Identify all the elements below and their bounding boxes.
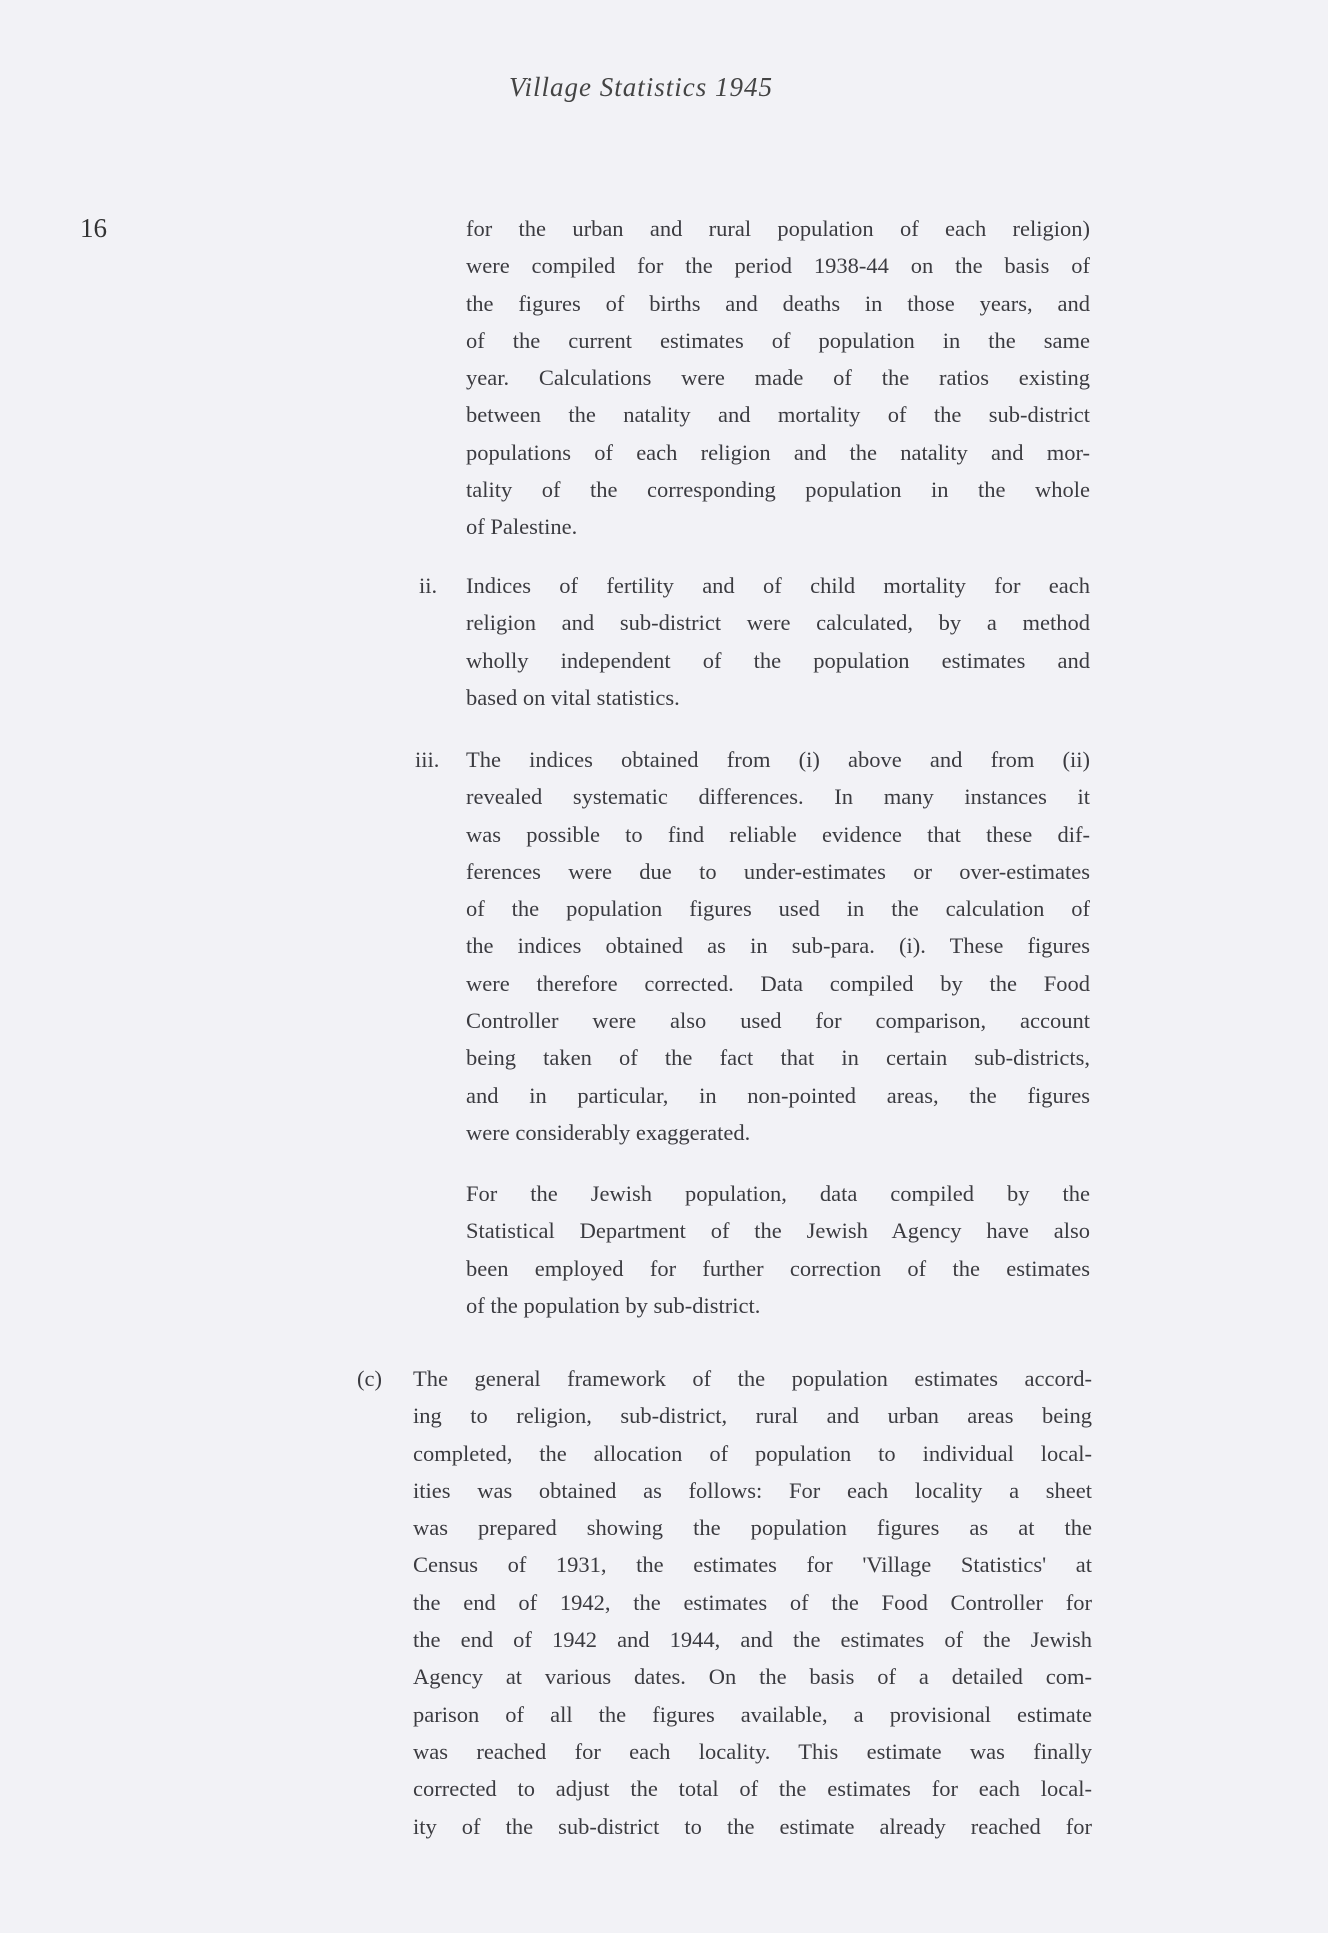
text-line: was possible to find reliable evidence that these dif- <box>466 821 1090 847</box>
paragraph-c <box>413 1360 1092 1845</box>
text-line: the end of 1942 and 1944, and the estimates of the Jewish <box>413 1627 1092 1653</box>
paragraph-iii <box>466 741 1090 1151</box>
text-line: revealed systematic differences. In many instances it <box>466 784 1090 810</box>
item-marker-ii: ii. <box>419 573 438 598</box>
paragraph-continued <box>466 210 1090 546</box>
page-number: 16 <box>80 213 107 243</box>
text-line: the end of 1942, the estimates of the Food Controller for <box>413 1589 1092 1615</box>
text-line: religion and sub-district were calculated, by a method <box>466 610 1090 636</box>
item-marker-iii: iii. <box>415 747 440 772</box>
text-line: been employed for further correction of the estimates <box>466 1255 1090 1281</box>
text-line: ities was obtained as follows: For each locality a sheet <box>413 1477 1092 1503</box>
text-line: were compiled for the period 1938-44 on the basis of <box>466 253 1090 279</box>
text-line: were therefore corrected. Data compiled by the Food <box>466 970 1090 996</box>
text-line: year. Calculations were made of the ratios existing <box>466 365 1090 391</box>
text-line: completed, the allocation of population to individual local- <box>413 1440 1092 1466</box>
text-line: Indices of fertility and of child mortality for each <box>466 573 1090 598</box>
text-line: was reached for each locality. This estimate was finally <box>413 1738 1092 1764</box>
text-line: was prepared showing the population figures as at the <box>413 1515 1092 1541</box>
item-marker-c: (c) <box>357 1366 382 1391</box>
text-line: Controller were also used for comparison, account <box>466 1008 1090 1034</box>
paragraph-ii <box>466 567 1090 716</box>
text-line: were considerably exaggerated. <box>466 1119 751 1145</box>
text-line: corrected to adjust the total of the estimates for each local- <box>413 1776 1092 1802</box>
text-line: and in particular, in non-pointed areas, the figures <box>466 1082 1090 1108</box>
text-line: parison of all the figures available, a provisional estimate <box>413 1701 1092 1727</box>
text-line: of Palestine. <box>466 514 578 540</box>
text-line: between the natality and mortality of the sub-district <box>466 402 1090 428</box>
text-line: of the current estimates of population in the same <box>466 327 1090 353</box>
text-line: wholly independent of the population estimates and <box>466 647 1090 673</box>
text-line: The indices obtained from (i) above and from (ii) <box>466 747 1090 772</box>
text-line: tality of the corresponding population in the whole <box>466 477 1090 503</box>
text-line: ferences were due to under-estimates or over-estimates <box>466 858 1090 884</box>
text-line: Census of 1931, the estimates for 'Village Statistics' at <box>413 1552 1092 1578</box>
text-line: Statistical Department of the Jewish Agency have also <box>466 1218 1090 1244</box>
text-line: the figures of births and deaths in those years, and <box>466 290 1090 316</box>
text-line: based on vital statistics. <box>466 684 680 710</box>
text-line: the indices obtained as in sub-para. (i). These figures <box>466 933 1090 959</box>
paragraph-jewish-population <box>466 1175 1090 1324</box>
text-line: For the Jewish population, data compiled by the <box>466 1181 1090 1206</box>
text-line: being taken of the fact that in certain sub-districts, <box>466 1045 1090 1071</box>
text-line: of the population by sub-district. <box>466 1292 761 1318</box>
text-line: of the population figures used in the calculation of <box>466 896 1090 922</box>
text-line: ity of the sub-district to the estimate already reached for <box>413 1813 1092 1839</box>
text-line: Agency at various dates. On the basis of a detailed com- <box>413 1664 1092 1690</box>
running-header: Village Statistics 1945 <box>509 72 773 102</box>
text-line: The general framework of the population estimates accord- <box>413 1366 1092 1391</box>
text-line: populations of each religion and the natality and mor- <box>466 439 1090 465</box>
text-line: for the urban and rural population of each religion) <box>466 216 1090 241</box>
text-line: ing to religion, sub-district, rural and urban areas being <box>413 1403 1092 1429</box>
